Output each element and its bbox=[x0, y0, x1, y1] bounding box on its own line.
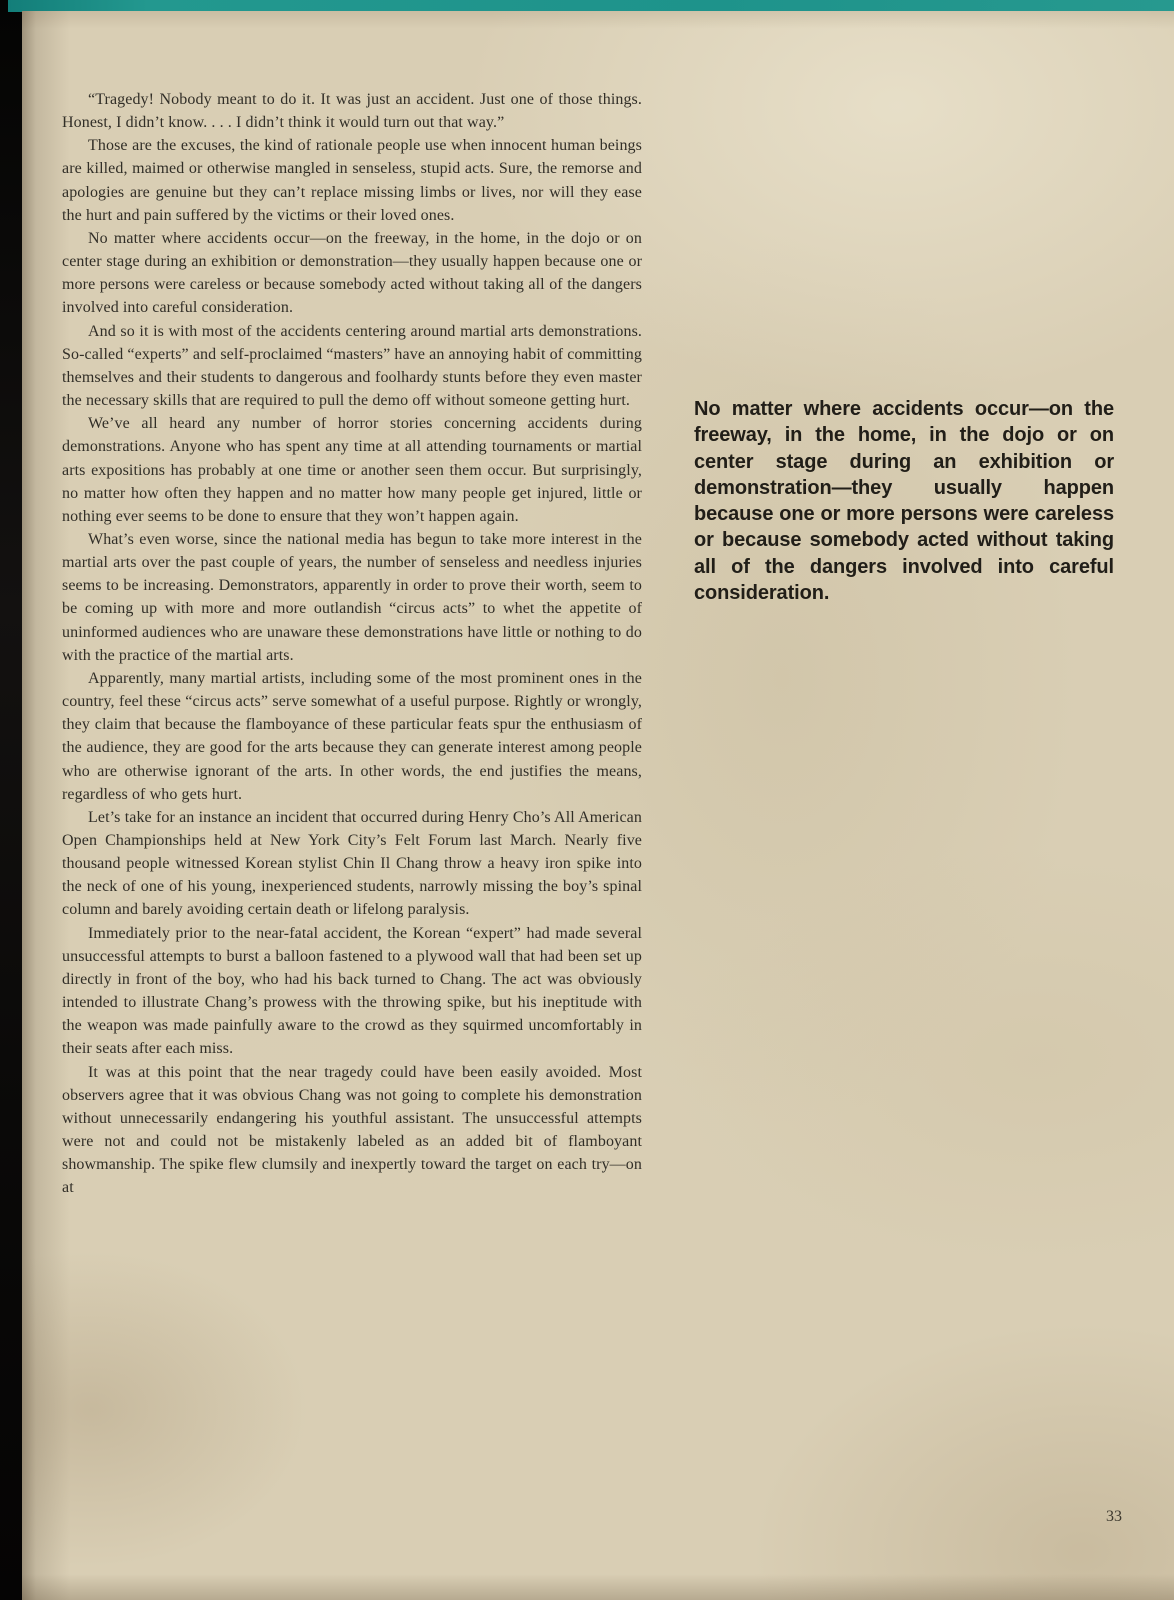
article-paragraph: It was at this point that the near tragedy could have been easily avoided. Most observers agree that it was obvious Chang was not going to complete his demonstration without unnecessarily endangering his youthful assistant. The unsuccessful attempts were not and could not be mistakenly labeled as an added bit of flamboyant showmanship. The spike flew clumsily and inexpertly toward the target on each try—on at bbox=[62, 1063, 642, 1197]
article-paragraph: No matter where accidents occur—on the freeway, in the home, in the dojo or on center stage during an exhibition or demonstration—they usually happen because one or more persons were careless or because somebody acted without taking all of the dangers involved into careful consideration. bbox=[62, 229, 642, 317]
pull-quote: No matter where accidents occur—on the freeway, in the home, in the dojo or on center stage during an exhibition or demonstration—they usually happen because one or more persons were careless or because somebody acted without taking all of the dangers involved into careful consideration. bbox=[694, 398, 1114, 605]
article-paragraph: Immediately prior to the near-fatal accident, the Korean “expert” had made several unsuccessful attempts to burst a balloon fastened to a plywood wall that had been set up directly in front of the boy, who had his back turned to Chang. The act was obviously intended to illustrate Chang’s prowess with the throwing spike, but his ineptitude with the weapon was made painfully aware to the crowd as they squirmed uncomfortably in their seats after each miss. bbox=[62, 924, 642, 1058]
article-text-column bbox=[62, 88, 642, 1200]
article-paragraph: “Tragedy! Nobody meant to do it. It was just an accident. Just one of those things. Honest, I didn’t know. . . . I didn’t think it would turn out that way.” bbox=[62, 91, 642, 132]
article-paragraph: Those are the excuses, the kind of rationale people use when innocent human beings are killed, maimed or otherwise mangled in senseless, stupid acts. Sure, the remorse and apologies are genuine but they can’t replace missing limbs or lives, nor will they ease the hurt and pain suffered by the victims or their loved ones. bbox=[62, 137, 642, 224]
article-paragraph: What’s even worse, since the national media has begun to take more interest in the martial arts over the past couple of years, the number of senseless and needless injuries seems to be increasing. Demonstrators, apparently in order to prove their worth, seem to be coming up with more and more outlandish “circus acts” to whet the appetite of uninformed audiences who are unaware these demonstrations have little or nothing to do with the practice of the martial arts. bbox=[62, 530, 642, 664]
article-paragraph: And so it is with most of the accidents centering around martial arts demonstrations. So-called “experts” and self-proclaimed “masters” have an annoying habit of committing themselves and their students to dangerous and foolhardy stunts before they even master the necessary skills that are required to pull the demo off without someone getting hurt. bbox=[62, 322, 642, 410]
article-paragraph: Apparently, many martial artists, including some of the most prominent ones in the country, feel these “circus acts” serve somewhat of a useful purpose. Rightly or wrongly, they claim that because the flamboyance of these particular feats spur the enthusiasm of the audience, they are good for the arts because they can generate interest among people who are otherwise ignorant of the arts. In other words, the end justifies the means, regardless of who gets hurt. bbox=[62, 669, 642, 803]
page-number: 33 bbox=[1106, 1508, 1122, 1525]
magazine-page bbox=[22, 11, 1174, 1600]
article-paragraph: Let’s take for an instance an incident that occurred during Henry Cho’s All American Open Championships held at New York City’s Felt Forum last March. Nearly five thousand people witnessed Korean stylist Chin Il Chang throw a heavy iron spike into the neck of one of his young, inexperienced students, narrowly missing the boy’s spinal column and barely avoiding certain death or lifelong paralysis. bbox=[62, 808, 642, 919]
scan-edge-black-strip bbox=[0, 0, 22, 1600]
article-paragraph: We’ve all heard any number of horror stories concerning accidents during demonstrations. Anyone who has spent any time at all attending tournaments or martial arts expositions has probably at one time or another seen them occur. But surprisingly, no matter how often they happen and no matter how many people get injured, little or nothing ever seems to be done to ensure that they won’t happen again. bbox=[62, 415, 642, 525]
